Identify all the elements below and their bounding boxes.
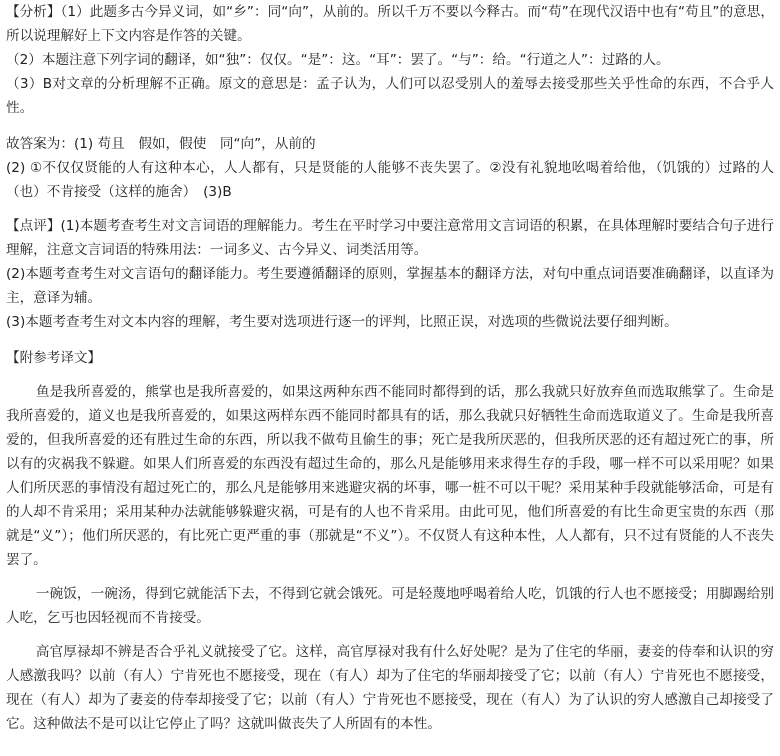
comment-point-1: 【点评】(1)本题考查考生对文言词语的理解能力。考生在平时学习中要注意常用文言词语的积累，在具体理解时要结合句子进行理解，注意文言词语的特殊用法：一词多义、古今异义、词类活用等。 (6, 218, 774, 258)
comment-point-3: (3)本题考查考生对文本内容的理解，考生要对选项进行逐一的评判，比照正误，对选项的些微说法要仔细判断。 (6, 314, 678, 330)
analysis-point-3: （3）B对文章的分析理解不正确。原文的意思是：孟子认为，人们可以忍受别人的羞辱去接受那些关乎性命的东西，不合乎人性。 (6, 76, 774, 116)
analysis-point-1: 【分析】（1）此题多古今异义词，如“乡”：同“向”，从前的。所以千万不要以今释古。而“苟”在现代汉语中也有“苟且”的意思，所以说理解好上下文内容是作答的关键。 (6, 4, 774, 44)
answer-line-2: (2) ①不仅仅贤能的人有这种本心，人人都有，只是贤能的人能够不丧失罢了。②没有礼貌地吆喝着给他，（饥饿的）过路的人（也）不肯接受（这样的施舍） (3)B (6, 160, 774, 200)
comment-point-2: (2)本题考查考生对文言语句的翻译能力。考生要遵循翻译的原则，掌握基本的翻译方法，对句中重点词语要准确翻译，以直译为主，意译为辅。 (6, 266, 774, 306)
translation-paragraph-2: 一碗饭，一碗汤，得到它就能活下去，不得到它就会饿死。可是轻蔑地呼喝着给人吃，饥饿的行人也不愿接受；用脚踢给别人吃，乞丐也因轻视而不肯接受。 (6, 586, 774, 626)
answer-line-1: 故答案为：(1) 苟且 假如，假使 同“向”，从前的 (6, 136, 316, 152)
answer-document (6, 0, 774, 736)
translation-paragraph-3: 高官厚禄却不辨是否合乎礼义就接受了它。这样，高官厚禄对我有什么好处呢？是为了住宅的华丽，妻妾的侍奉和认识的穷人感激我吗？以前（有人）宁肯死也不愿接受，现在（有人）却为了住宅的华丽却接受了它；以前（有人）宁肯死也不愿接受，现在（有人）却为了妻妾的侍奉却接受了它；以前（有人）宁肯死也不愿接受，现在（有人）为了认识的穷人感激自己却接受了它。这种做法不是可以让它停止了吗？这就叫做丧失了人所固有的本性。 (6, 644, 774, 732)
translation-heading: 【附参考译文】 (6, 350, 102, 366)
translation-paragraph-1: 鱼是我所喜爱的，熊掌也是我所喜爱的，如果这两种东西不能同时都得到的话，那么我就只好放弃鱼而选取熊掌了。生命是我所喜爱的，道义也是我所喜爱的，如果这两样东西不能同时都具有的话，那么我就只好牺牲生命而选取道义了。生命是我所喜爱的，但我所喜爱的还有胜过生命的东西，所以我不做苟且偷生的事；死亡是我所厌恶的，但我所厌恶的还有超过死亡的事，所以有的灾祸我不躲避。如果人们所喜爱的东西没有超过生命的，那么凡是能够用来求得生存的手段，哪一样不可以采用呢？如果人们所厌恶的事情没有超过死亡的，那么凡是能够用来逃避灾祸的坏事，哪一桩不可以干呢？采用某种手段就能够活命，可是有的人却不肯采用；采用某种办法就能够躲避灾祸，可是有的人也不肯采用。由此可见，他们所喜爱的有比生命更宝贵的东西（那就是“义”）；他们所厌恶的，有比死亡更严重的事（那就是“不义”）。不仅贤人有这种本性，人人都有，只不过有贤能的人不丧失罢了。 (6, 384, 774, 568)
analysis-point-2: （2）本题注意下列字词的翻译，如“独”：仅仅。“是”：这。“耳”：罢了。“与”：给。“行道之人”：过路的人。 (6, 52, 670, 68)
